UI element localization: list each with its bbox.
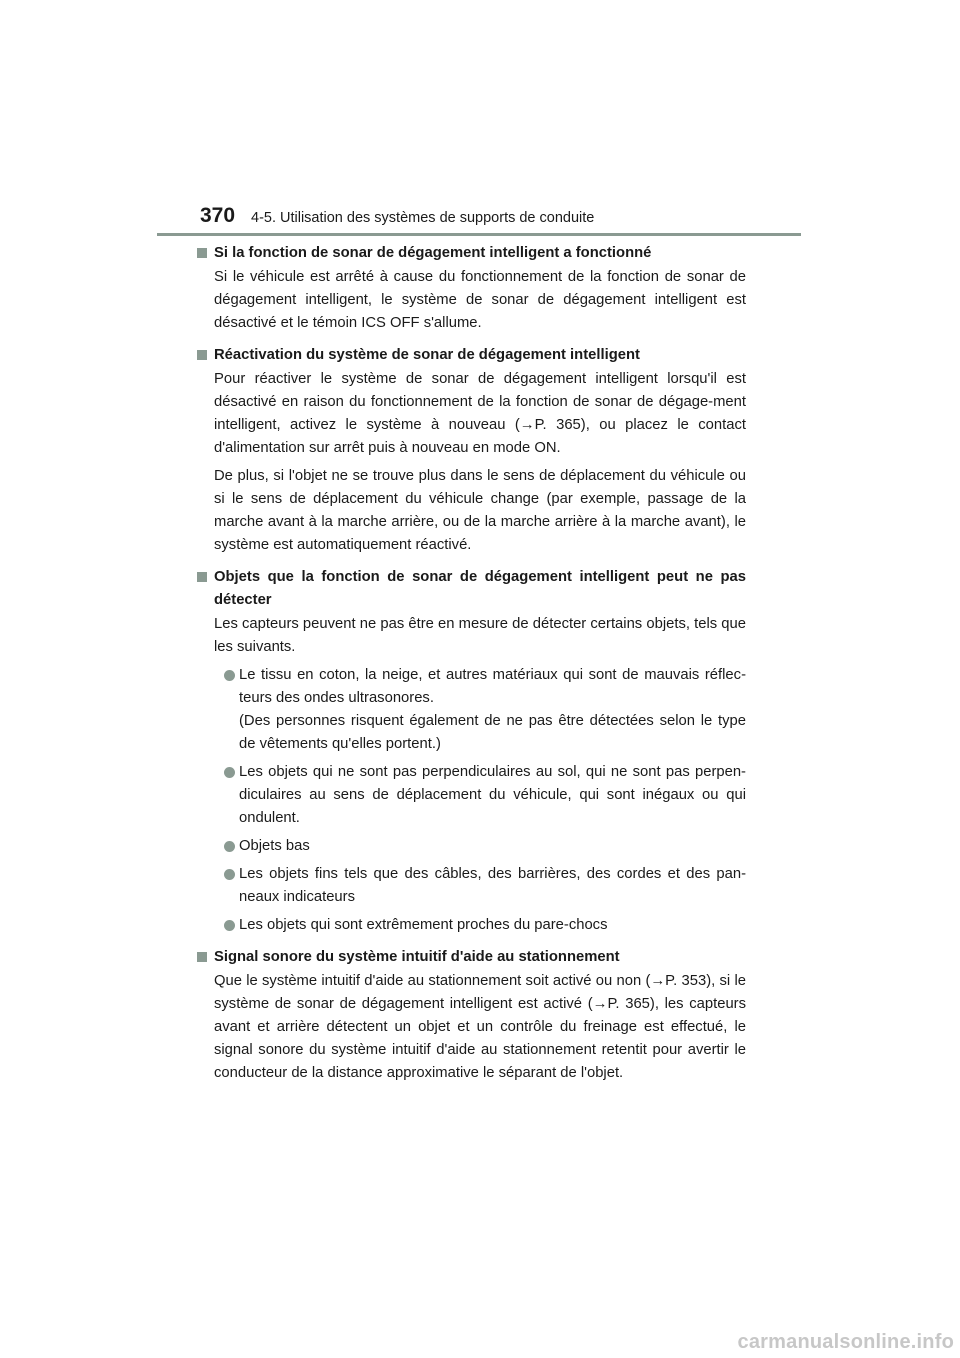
circle-bullet-icon — [224, 920, 235, 931]
square-bullet-icon — [197, 572, 207, 582]
circle-bullet-icon — [224, 869, 235, 880]
list-item: Les objets qui sont extrêmement proches du pare-chocs — [214, 914, 746, 937]
paragraph: Si le véhicule est arrêté à cause du fonctionnement de la fonction de sonar de dégagement intelligent, le système de sonar de dégagement intelligent est désactivé et le témoin ICS OFF s'allume. — [214, 269, 746, 331]
circle-bullet-icon — [224, 841, 235, 852]
paragraph: Pour réactiver le système de sonar de dégagement intelligent lorsqu'il est désactivé en raison du fonctionnement de la fonction de sonar de dégage-ment intelligent, activez le système à nouveau (→P. 365), ou placez le contact d'alimentation sur arrêt puis à nouveau en mode ON. — [214, 371, 746, 456]
square-bullet-icon — [197, 248, 207, 258]
bullet-list — [214, 664, 746, 937]
section-title: Signal sonore du système intuitif d'aide au stationnement — [214, 942, 746, 969]
bullet-note: (Des personnes risquent également de ne pas être détectées selon le type de vêtements qu'elles portent.) — [239, 713, 746, 752]
section-parking-assist-buzzer — [214, 942, 746, 1085]
paragraph: De plus, si l'objet ne se trouve plus dans le sens de déplacement du véhicule ou si le sens de déplacement du véhicule change (par exemple, passage de la marche avant à la marche arrière, ou de la marche arrière à la marche avant), le système est automatiquement réactivé. — [214, 468, 746, 553]
paragraph: Que le système intuitif d'aide au stationnement soit activé ou non (→P. 353), si le système de sonar de dégagement intelligent est activé (→P. 365), les capteurs avant et arrière détectent un objet et un contrôle du freinage est effectué, le signal sonore du système intuitif d'aide au stationnement retentit pour avertir le conducteur de la distance approximative le séparant de l'objet. — [214, 973, 746, 1081]
list-item: Le tissu en coton, la neige, et autres matériaux qui sont de mauvais réflec-teurs des ondes ultrasonores. (Des personnes risquent également de ne pas être détectées selon le type de vêtements qu'elles portent.) — [214, 664, 746, 756]
square-bullet-icon — [197, 350, 207, 360]
list-item: Objets bas — [214, 835, 746, 858]
paragraph: Les capteurs peuvent ne pas être en mesure de détecter certains objets, tels que les suivants. — [214, 616, 746, 655]
circle-bullet-icon — [224, 670, 235, 681]
page-number: 370 — [200, 204, 236, 227]
list-item: Les objets qui ne sont pas perpendiculaires au sol, qui ne sont pas perpen-diculaires au sens de déplacement du véhicule, qui sont inégaux ou qui ondulent. — [214, 761, 746, 830]
watermark: carmanualsonline.info — [737, 1331, 954, 1353]
section-ics-activated — [214, 238, 746, 335]
section-title: Réactivation du système de sonar de dégagement intelligent — [214, 340, 746, 367]
section-title: Objets que la fonction de sonar de dégagement intelligent peut ne pas détecter — [214, 562, 746, 612]
section-undetected-objects — [214, 562, 746, 937]
list-item: Les objets fins tels que des câbles, des barrières, des cordes et des pan-neaux indicateurs — [214, 863, 746, 909]
section-title: Si la fonction de sonar de dégagement intelligent a fonctionné — [214, 238, 746, 265]
section-reactivation — [214, 340, 746, 557]
square-bullet-icon — [197, 952, 207, 962]
header-divider — [157, 233, 801, 236]
circle-bullet-icon — [224, 767, 235, 778]
chapter-title: 4-5. Utilisation des systèmes de supports de conduite — [251, 210, 595, 226]
page-content — [214, 238, 746, 1090]
